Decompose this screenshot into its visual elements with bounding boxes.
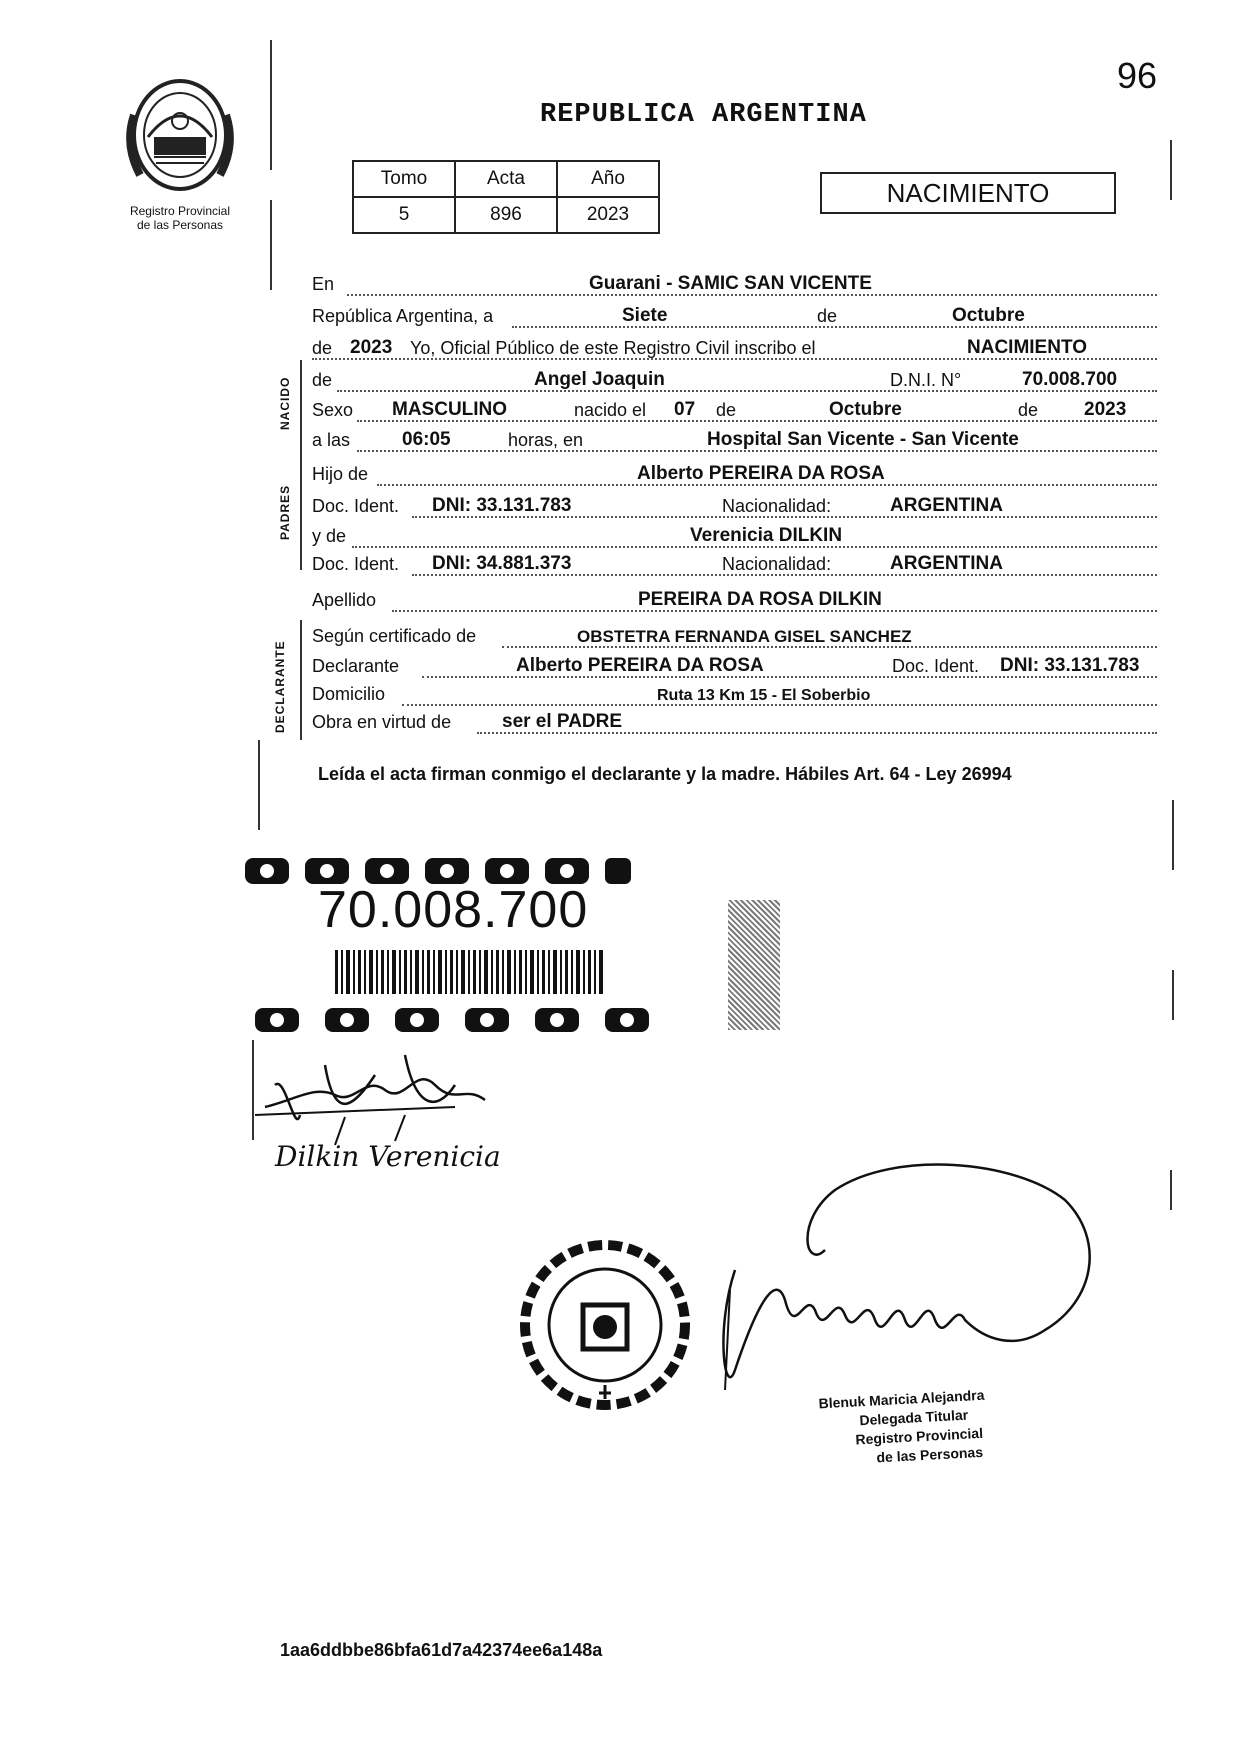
- margin-line: [300, 470, 302, 570]
- de-label: de: [817, 306, 838, 326]
- father-doc: DNI: 33.131.783: [432, 495, 572, 516]
- provincial-seal-icon: [120, 75, 240, 195]
- birth-time: 06:05: [402, 429, 451, 450]
- child-name: Angel Joaquin: [534, 369, 665, 390]
- mother-doc: DNI: 34.881.373: [432, 553, 572, 574]
- record-type-box: NACIMIENTO: [820, 172, 1116, 214]
- en-value: Guarani - SAMIC SAN VICENTE: [589, 273, 872, 294]
- header-tomo: Tomo: [353, 161, 455, 197]
- margin-line: [300, 620, 302, 740]
- surname-label: Apellido: [312, 590, 377, 610]
- father-name: Alberto PEREIRA DA ROSA: [637, 463, 885, 484]
- row-en: [312, 270, 1157, 298]
- margin-line: [1170, 140, 1172, 200]
- cert-label: Según certificado de: [312, 626, 477, 646]
- declarant-label: Declarante: [312, 656, 400, 676]
- logo-caption-1: Registro Provincial: [129, 204, 231, 218]
- row-mother-doc: [312, 550, 1157, 578]
- de-label-2: de: [716, 400, 737, 420]
- sticker-pattern-icon: [245, 850, 675, 1035]
- row-father: [312, 460, 1157, 488]
- birth-place: Hospital San Vicente - San Vicente: [707, 429, 1019, 450]
- nat-label-2: Nacionalidad:: [722, 554, 832, 574]
- margin-line: [1172, 970, 1174, 1020]
- de-label-3: de: [1018, 400, 1039, 420]
- official-office-2: de las Personas: [876, 1443, 984, 1466]
- side-label-declarante: DECLARANTE: [273, 640, 287, 733]
- month-word: Octubre: [952, 305, 1025, 326]
- address-label: Domicilio: [312, 684, 386, 704]
- closing-text: Leída el acta firman conmigo el declarante y la madre. Hábiles Art. 64 - Ley 26994: [318, 764, 1012, 784]
- document-hash: 1aa6ddbbe86bfa61d7a42374ee6a148a: [280, 1640, 603, 1660]
- registry-logo: [105, 75, 255, 232]
- row-certificate: [312, 622, 1157, 650]
- document-title: REPUBLICA ARGENTINA: [540, 100, 867, 130]
- birth-year: 2023: [1084, 399, 1127, 420]
- official-office-1: Registro Provincial: [855, 1424, 984, 1448]
- header-anio: Año: [557, 161, 659, 197]
- mother-nat: ARGENTINA: [890, 553, 1003, 574]
- value-tomo: 5: [353, 197, 455, 233]
- record-table-value-row: [353, 197, 659, 233]
- sex-label: Sexo: [312, 400, 354, 420]
- declarant: Alberto PEREIRA DA ROSA: [516, 655, 764, 676]
- acting-label: Obra en virtud de: [312, 712, 452, 732]
- decl-doc-label: Doc. Ident.: [892, 656, 980, 676]
- year-prefix: de: [312, 338, 333, 358]
- row-sex: [312, 396, 1157, 424]
- act-type: NACIMIENTO: [967, 337, 1087, 358]
- father-nat: ARGENTINA: [890, 495, 1003, 516]
- margin-line: [252, 1040, 254, 1140]
- row-time: [312, 426, 1157, 454]
- value-anio: 2023: [557, 197, 659, 233]
- cert-by: OBSTETRA FERNANDA GISEL SANCHEZ: [577, 627, 912, 646]
- sticker-dni-number: 70.008.700: [318, 881, 589, 939]
- side-label-nacido: NACIDO: [278, 376, 292, 430]
- record-table: [352, 160, 660, 234]
- margin-line: [300, 360, 302, 470]
- address: Ruta 13 Km 15 - El Soberbio: [657, 687, 871, 704]
- birth-month: Octubre: [829, 399, 902, 420]
- son-of-label: Hijo de: [312, 464, 369, 484]
- year: 2023: [350, 337, 393, 358]
- place-label: horas, en: [508, 430, 584, 450]
- margin-line: [1170, 1170, 1172, 1210]
- row-officer: [312, 334, 1157, 362]
- sex: MASCULINO: [392, 399, 508, 420]
- row-declarant: [312, 652, 1157, 680]
- row-republica: [312, 302, 1157, 330]
- row-child: [312, 366, 1157, 394]
- mother-name: Verenicia DILKIN: [690, 525, 843, 546]
- row-address: [312, 680, 1157, 708]
- official-stamp-icon: [515, 1235, 695, 1415]
- officer-text: Yo, Oficial Público de este Registro Civil inscribo el: [410, 338, 816, 358]
- logo-caption-2: de las Personas: [136, 218, 224, 232]
- margin-line: [270, 200, 272, 290]
- and-label: y de: [312, 526, 347, 546]
- row-surname: [312, 586, 1157, 614]
- doc-label: Doc. Ident.: [312, 496, 400, 516]
- mother-signature-name: Dilkin Verenicia: [275, 1140, 501, 1173]
- row-acting: [312, 708, 1157, 736]
- en-label: En: [312, 274, 335, 294]
- surname: PEREIRA DA ROSA DILKIN: [638, 589, 882, 610]
- official-name: Blenuk Maricia Alejandra: [818, 1386, 985, 1412]
- nat-label: Nacionalidad:: [722, 496, 832, 516]
- dni-sticker: [245, 850, 675, 1035]
- dni-label: D.N.I. N°: [890, 370, 962, 390]
- child-dni: 70.008.700: [1022, 369, 1118, 390]
- hologram-icon: [728, 900, 780, 1030]
- side-label-padres: PADRES: [278, 484, 292, 540]
- born-label: nacido el: [574, 400, 647, 420]
- row-mother: [312, 522, 1157, 550]
- birth-day: 07: [674, 399, 696, 420]
- margin-line: [258, 740, 260, 830]
- record-table-header-row: [353, 161, 659, 197]
- declarant-doc: DNI: 33.131.783: [1000, 655, 1140, 676]
- margin-line: [270, 40, 272, 170]
- day-word: Siete: [622, 305, 668, 326]
- official-block: [818, 1386, 988, 1471]
- official-title: Delegada Titular: [859, 1406, 969, 1429]
- time-label: a las: [312, 430, 351, 450]
- page-number: 96: [1117, 55, 1158, 96]
- row-father-doc: [312, 492, 1157, 520]
- value-acta: 896: [455, 197, 557, 233]
- name-label: de: [312, 370, 333, 390]
- margin-line: [1172, 800, 1174, 870]
- doc-label-2: Doc. Ident.: [312, 554, 400, 574]
- header-acta: Acta: [455, 161, 557, 197]
- republica-label: República Argentina, a: [312, 306, 494, 326]
- acting-as: ser el PADRE: [502, 711, 623, 732]
